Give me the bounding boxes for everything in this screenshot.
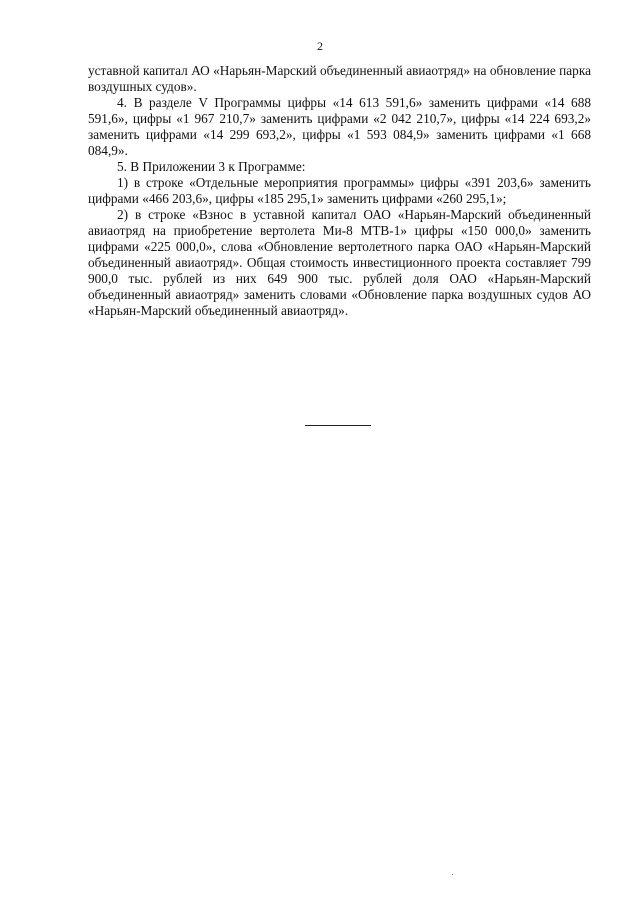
paragraph-continuation: уставной капитал АО «Нарьян-Марский объединенный авиаотряд» на обновление парка воздушных судов». — [88, 63, 591, 94]
paragraph-item-5: 5. В Приложении 3 к Программе: — [117, 159, 306, 174]
paragraph-subitem-1: 1) в строке «Отдельные мероприятия программы» цифры «391 203,6» заменить цифрами «466 203,6», цифры «185 295,1» заменить цифрами «260 295,1»; — [88, 175, 591, 206]
paragraph-subitem-2: 2) в строке «Взнос в уставной капитал ОАО «Нарьян-Марский объединенный авиаотряд на приобретение вертолета Ми-8 МТВ-1» цифры «150 000,0» заменить цифрами «225 000,0», слова «Обновление вертолетного парка ОАО «Нарьян-Марский объединенный авиаотряд». Общая стоимость инвестиционного проекта составляет 799 900,0 тыс. рублей из них 649 900 тыс. рублей доля ОАО «Нарьян-Марский объединенный авиаотряд» заменить словами «Обновление парка воздушных судов АО «Нарьян-Марский объединенный авиаотряд». — [88, 207, 591, 318]
end-divider — [305, 425, 371, 426]
document-body — [88, 63, 591, 319]
scan-speck — [452, 874, 453, 875]
page-number: 2 — [317, 39, 323, 53]
paragraph-item-4: 4. В разделе V Программы цифры «14 613 591,6» заменить цифрами «14 688 591,6», цифры «1 967 210,7» заменить цифрами «2 042 210,7», цифры «14 224 693,2» заменить цифрами «14 299 693,2», цифры «1 593 084,9» заменить цифрами «1 668 084,9». — [88, 95, 591, 158]
